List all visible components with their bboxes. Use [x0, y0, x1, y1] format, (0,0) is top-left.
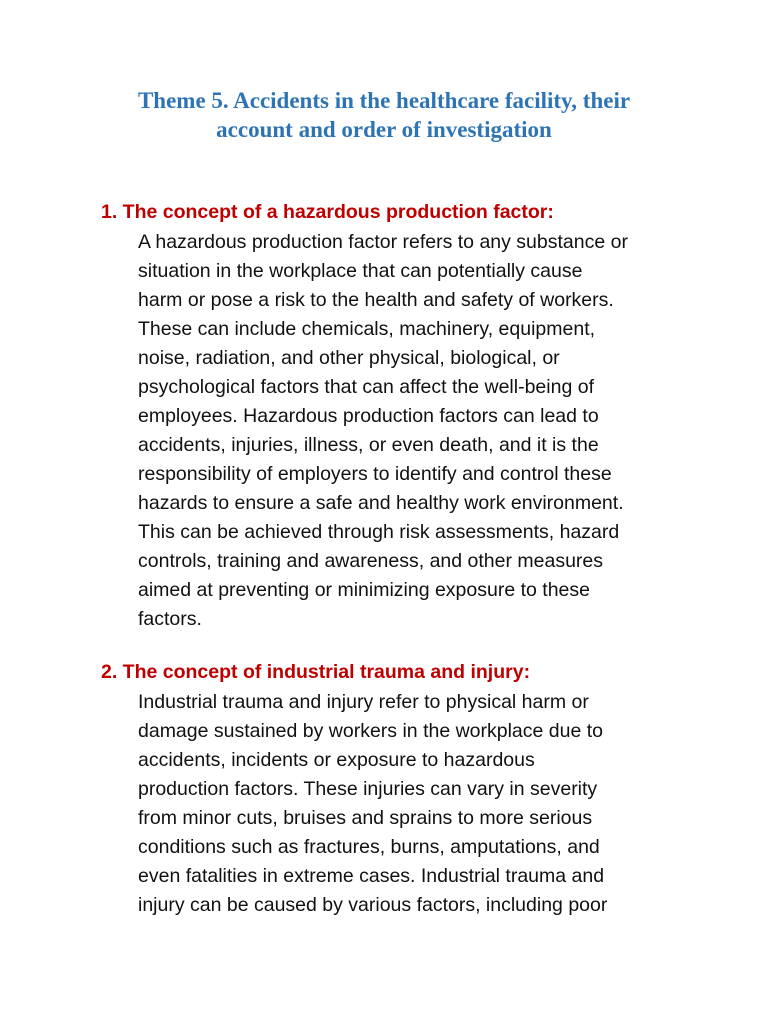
- text-line: These can include chemicals, machinery, equipment,: [138, 318, 596, 340]
- section-heading: 2. The concept of industrial trauma and injury:: [101, 661, 531, 683]
- text-line: employees. Hazardous production factors can lead to: [138, 405, 599, 427]
- text-line: damage sustained by workers in the workplace due to: [138, 720, 604, 742]
- text-line: controls, training and awareness, and other measures: [138, 550, 604, 572]
- text-line: noise, radiation, and other physical, biological, or: [138, 347, 560, 369]
- section-body: [138, 688, 607, 920]
- text-line: injury can be caused by various factors, including poor: [138, 894, 608, 916]
- section-body: [138, 228, 628, 634]
- text-line: aimed at preventing or minimizing exposure to these: [138, 579, 590, 601]
- text-line: psychological factors that can affect the well-being of: [138, 376, 594, 398]
- text-line: harm or pose a risk to the health and safety of workers.: [138, 289, 614, 311]
- text-line: conditions such as fractures, burns, amputations, and: [138, 836, 600, 858]
- text-line: This can be achieved through risk assessments, hazard: [138, 521, 620, 543]
- text-line: responsibility of employers to identify and control these: [138, 463, 612, 485]
- text-line: production factors. These injuries can vary in severity: [138, 778, 598, 800]
- text-line: hazards to ensure a safe and healthy work environment.: [138, 492, 624, 514]
- document-title: [80, 86, 688, 144]
- title-line: account and order of investigation: [216, 117, 552, 142]
- title-line: Theme 5. Accidents in the healthcare facility, their: [137, 88, 631, 113]
- section-heading: 1. The concept of a hazardous production factor:: [101, 201, 554, 223]
- text-line: situation in the workplace that can potentially cause: [138, 260, 583, 282]
- text-line: accidents, injuries, illness, or even death, and it is the: [138, 434, 599, 456]
- text-line: A hazardous production factor refers to any substance or: [138, 231, 628, 253]
- text-line: Industrial trauma and injury refer to physical harm or: [138, 691, 589, 713]
- text-line: from minor cuts, bruises and sprains to more serious: [138, 807, 593, 829]
- text-line: accidents, incidents or exposure to hazardous: [138, 749, 535, 771]
- text-line: even fatalities in extreme cases. Industrial trauma and: [138, 865, 605, 887]
- text-line: factors.: [138, 608, 202, 630]
